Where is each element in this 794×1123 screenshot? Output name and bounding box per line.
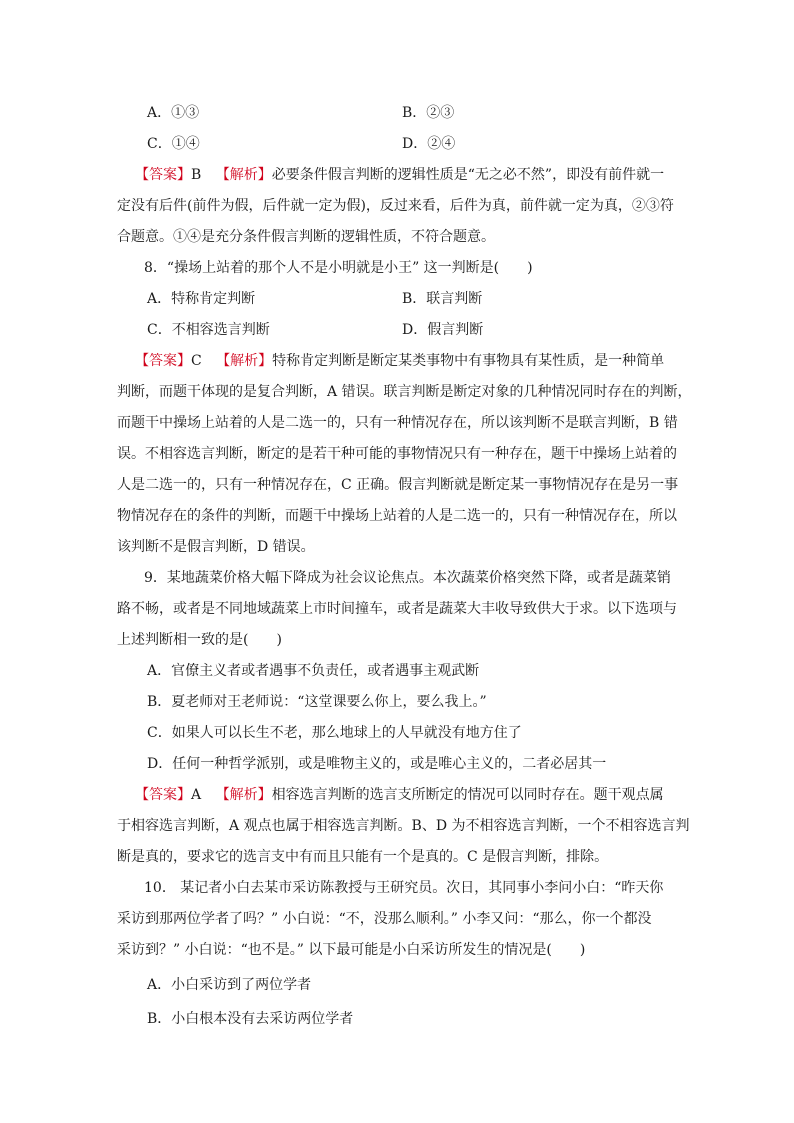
q8-options-row-2 bbox=[0, 320, 794, 342]
answer-value: B bbox=[191, 167, 202, 183]
answer-label: 【答案】 bbox=[135, 167, 191, 183]
answer-value: A bbox=[191, 787, 202, 803]
q9-option-d: D．任何一种哲学派别，或是唯物主义的，或是唯心主义的，二者必居其一 bbox=[147, 756, 607, 772]
q8-analysis-line-4: 误。不相容选言判断，断定的是若干种可能的事物情况只有一种存在，题干中操场上站着的 bbox=[117, 446, 677, 462]
q8-answer-line bbox=[0, 351, 794, 373]
answer-label: 【答案】 bbox=[135, 787, 191, 803]
q8-analysis-line-2: 判断，而题干体现的是复合判断，A 错误。联言判断是断定对象的几种情况同时存在的判断， bbox=[117, 384, 692, 400]
q10-stem-line-3: 采访到？” 小白说：“也不是。” 以下最可能是小白采访所发生的情况是( ) bbox=[117, 942, 586, 958]
q8-analysis-line-3: 而题干中操场上站着的人是二选一的，只有一种情况存在，所以该判断不是联言判断，B 错 bbox=[117, 415, 678, 431]
q7-analysis-line-2: 定没有后件(前件为假，后件就一定为假)，反过来看，后件为真，前件就一定为真，②③符 bbox=[117, 198, 674, 214]
q8-option-b: B．联言判断 bbox=[402, 291, 483, 307]
q7-options-row-1 bbox=[0, 103, 794, 125]
q9-option-c: C．如果人可以长生不老，那么地球上的人早就没有地方住了 bbox=[147, 725, 522, 741]
analysis-label: 【解析】 bbox=[215, 787, 272, 803]
q9-option-a: A．官僚主义者或者遇事不负责任，或者遇事主观武断 bbox=[147, 663, 480, 679]
q8-analysis-line-5: 人是二选一的，只有一种情况存在，C 正确。假言判断就是断定某一事物情况存在是另一事 bbox=[117, 477, 679, 493]
q10-option-b: B．小白根本没有去采访两位学者 bbox=[147, 1011, 354, 1027]
q8-analysis-line-7: 该判断不是假言判断，D 错误。 bbox=[117, 539, 315, 555]
q7-option-b: B．②③ bbox=[402, 105, 455, 121]
q9-stem-line-2: 路不畅，或者是不同地域蔬菜上市时间撞车，或者是蔬菜大丰收导致供大于求。以下选项与 bbox=[117, 601, 677, 617]
q8-stem: 8．“操场上站着的那个人不是小明就是小王” 这一判断是( ) bbox=[144, 260, 533, 276]
q8-analysis-line-6: 物情况存在的条件的判断，而题干中操场上站着的人是二选一的，只有一种情况存在，所以 bbox=[117, 508, 677, 524]
analysis-label: 【解析】 bbox=[216, 353, 273, 369]
q10-stem-line-2: 采访到那两位学者了吗？” 小白说：“不，没那么顺利。” 小李又问：“那么，你一个都没 bbox=[117, 911, 652, 927]
q10-option-a: A．小白采访到了两位学者 bbox=[147, 977, 312, 993]
analysis-text: 特称肯定判断是断定某类事物中有事物具有某性质，是一种简单 bbox=[272, 353, 665, 369]
q10-stem-line-1: 10． 某记者小白去某市采访陈教授与王研究员。次日，其同事小李问小白：“昨天你 bbox=[144, 880, 664, 896]
q7-option-d: D．②④ bbox=[402, 136, 456, 152]
q8-options-row-1 bbox=[0, 289, 794, 311]
q9-analysis-line-2: 于相容选言判断，A 观点也属于相容选言判断。B、D 为不相容选言判断，一个不相容选言判 bbox=[117, 818, 690, 834]
q7-options-row-2 bbox=[0, 134, 794, 156]
q9-stem-line-1: 9．某地蔬菜价格大幅下降成为社会议论焦点。本次蔬菜价格突然下降，或者是蔬菜销 bbox=[144, 570, 671, 586]
q9-option-b: B．夏老师对王老师说：“这堂课要么你上，要么我上。” bbox=[147, 694, 487, 710]
q9-stem-line-3: 上述判断相一致的是( ) bbox=[117, 632, 282, 648]
q8-option-c: C．不相容选言判断 bbox=[147, 322, 270, 338]
q9-analysis-line-3: 断是真的，要求它的选言支中有而且只能有一个是真的。C 是假言判断，排除。 bbox=[117, 849, 609, 865]
analysis-label: 【解析】 bbox=[215, 167, 272, 183]
analysis-text: 必要条件假言判断的逻辑性质是“无之必不然”，即没有前件就一 bbox=[271, 167, 665, 183]
q9-answer-line bbox=[0, 785, 794, 807]
q8-option-a: A．特称肯定判断 bbox=[147, 291, 256, 307]
q7-analysis-line-3: 合题意。①④是充分条件假言判断的逻辑性质，不符合题意。 bbox=[117, 229, 495, 245]
q8-option-d: D．假言判断 bbox=[402, 322, 484, 338]
q7-option-c: C．①④ bbox=[147, 136, 200, 152]
answer-value: C bbox=[191, 353, 202, 369]
q7-answer-line bbox=[0, 165, 794, 187]
answer-label: 【答案】 bbox=[135, 353, 191, 369]
q7-option-a: A．①③ bbox=[147, 105, 200, 121]
analysis-text: 相容选言判断的选言支所断定的情况可以同时存在。题干观点属 bbox=[271, 787, 664, 803]
